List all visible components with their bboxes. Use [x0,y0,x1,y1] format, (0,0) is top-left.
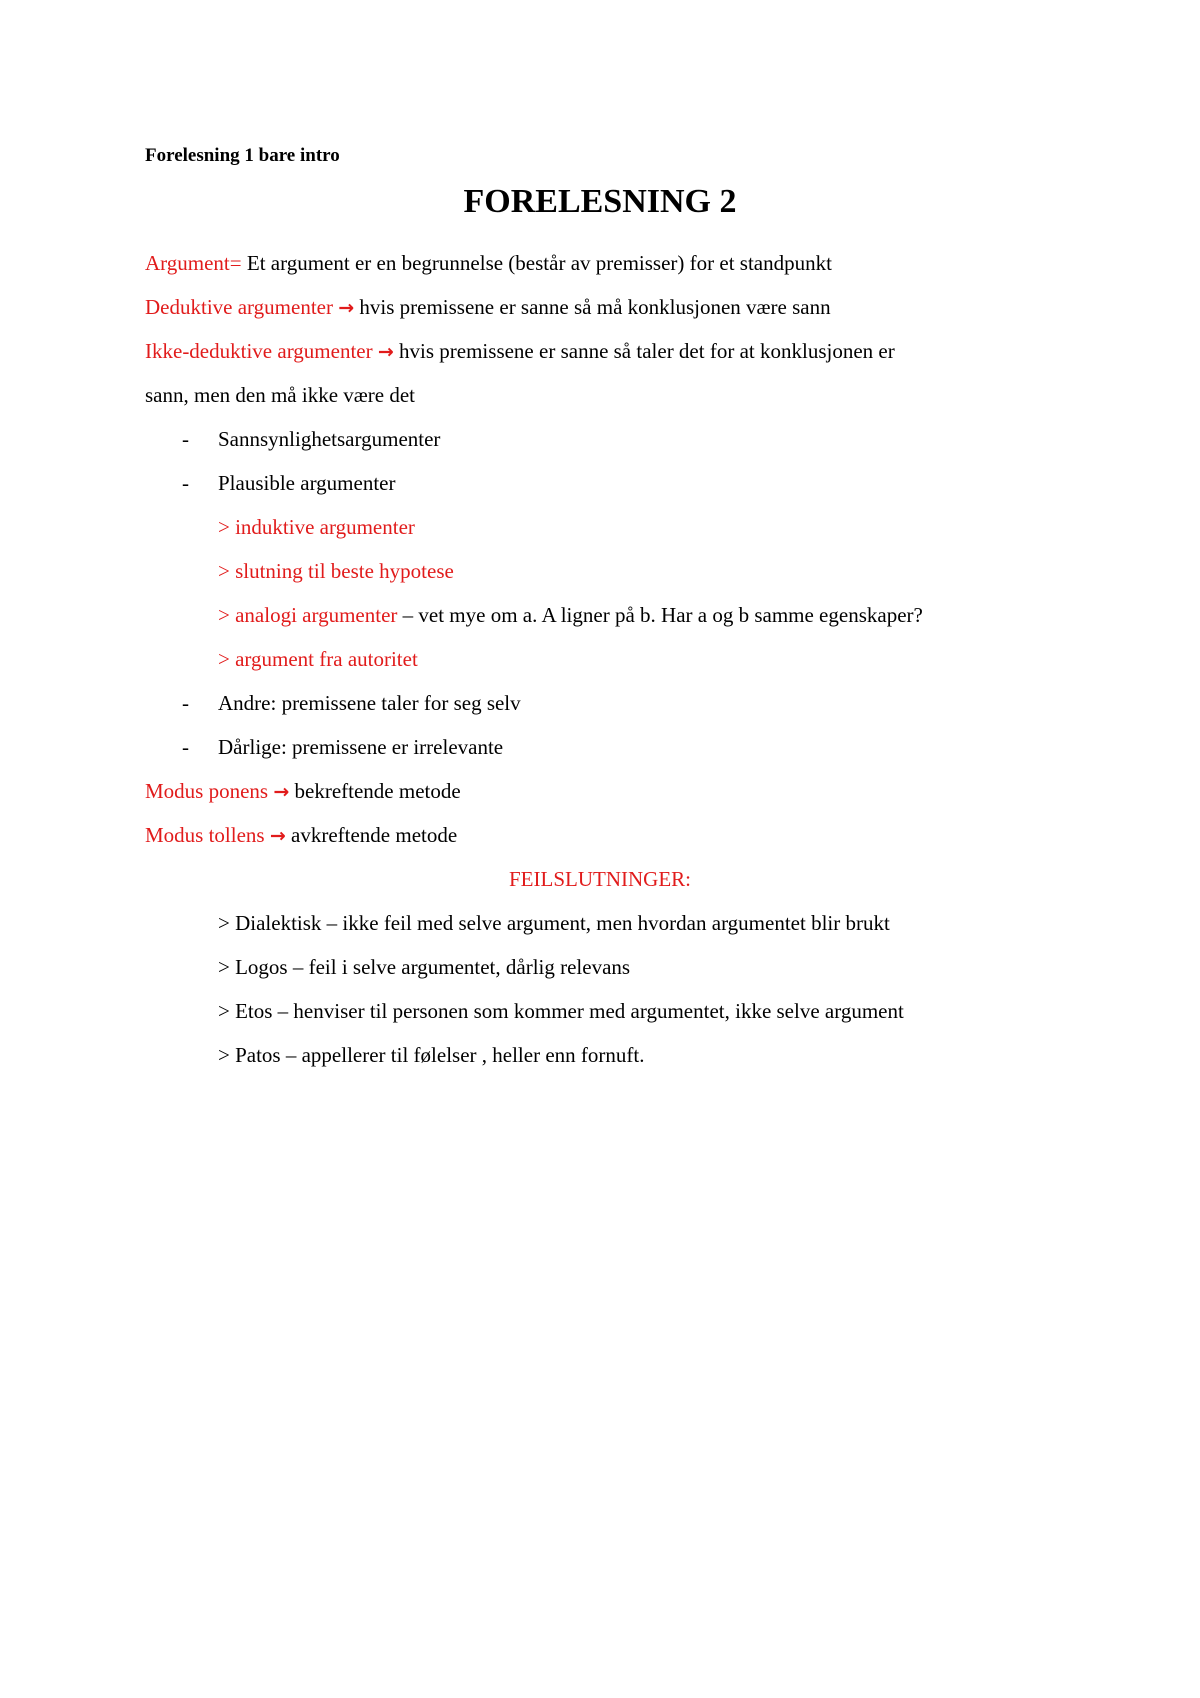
pre-title: Forelesning 1 bare intro [145,145,340,166]
sub-item-label: > slutning til beste hypotese [218,559,454,583]
fallacy-item: > Patos – appellerer til følelser , heller enn fornuft. [218,1043,645,1067]
sub-item-label: > analogi argumenter [218,603,398,627]
sub-list-item [218,646,418,672]
list-dash: - [182,735,189,759]
modus-text: bekreftende metode [294,779,461,803]
modus-text: avkreftende metode [291,823,458,847]
definition-continuation: sann, men den må ikke være det [145,383,416,407]
arrow-right-icon: → [269,825,286,847]
list-item-text: Dårlige: premissene er irrelevante [218,735,504,759]
definition-term: Ikke-deduktive argumenter [145,339,373,363]
modus-ponens [145,778,461,805]
arrow-right-icon: → [377,341,394,363]
list-item [182,690,521,716]
fallacy-item: > Logos – feil i selve argumentet, dårlig relevans [218,955,631,979]
list-item [182,470,396,496]
definition-text: hvis premissene er sanne så må konklusjonen være sann [359,295,831,319]
definition-text: Et argument er en begrunnelse (består av premisser) for et standpunkt [241,251,832,275]
fallacy-item: > Etos – henviser til personen som kommer med argumentet, ikke selve argument [218,999,904,1023]
fallacy-item: > Dialektisk – ikke feil med selve argument, men hvordan argumentet blir brukt [218,911,890,935]
arrow-right-icon: → [338,297,355,319]
list-item [182,734,503,760]
modus-tollens [145,822,457,849]
list-dash: - [182,691,189,715]
list-item [182,426,440,452]
list-item-text: Plausible argumenter [218,471,396,495]
definition-ikke-deduktive [145,338,895,365]
definition-deduktive [145,294,831,321]
definition-argument [145,250,832,276]
definition-term: Argument= [145,251,242,275]
page-title: FORELESNING 2 [463,183,737,220]
modus-term: Modus ponens [145,779,269,803]
sub-item-label: > induktive argumenter [218,515,415,539]
definition-text: hvis premissene er sanne så taler det for at konklusjonen er [399,339,895,363]
sub-item-text: – vet mye om a. A ligner på b. Har a og b samme egenskaper? [397,603,923,627]
definition-term: Deduktive argumenter [145,295,333,319]
list-item-text: Sannsynlighetsargumenter [218,427,441,451]
sub-list-item [218,602,923,628]
fallacies-heading: FEILSLUTNINGER: [509,867,691,891]
sub-item-label: > argument fra autoritet [218,647,418,671]
modus-term: Modus tollens [145,823,265,847]
arrow-right-icon: → [273,781,290,803]
sub-list-item [218,514,415,540]
sub-list-item [218,558,454,584]
list-dash: - [182,427,189,451]
list-dash: - [182,471,189,495]
list-item-text: Andre: premissene taler for seg selv [218,691,521,715]
